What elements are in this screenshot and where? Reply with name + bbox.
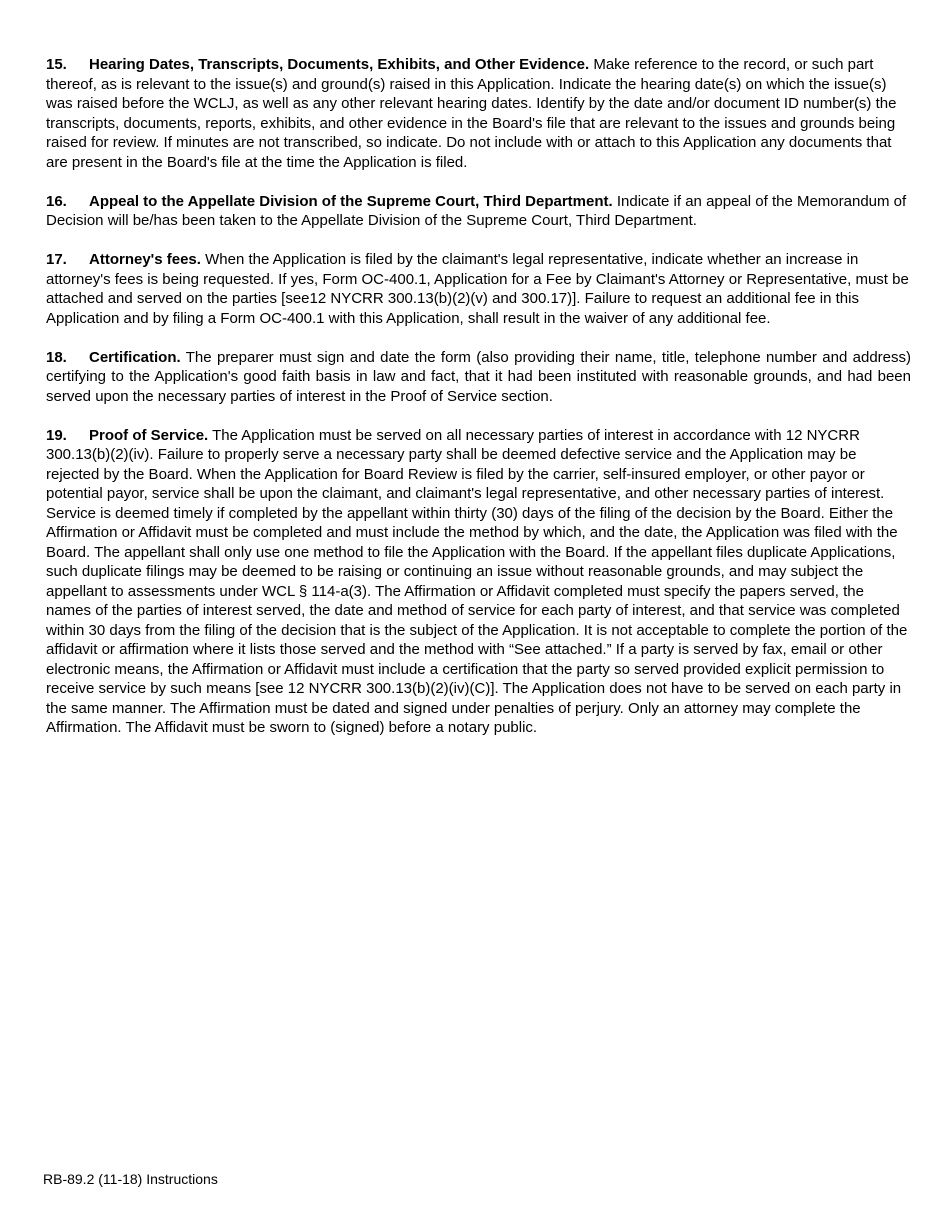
section-19 <box>46 426 911 738</box>
section-16 <box>46 192 911 231</box>
form-footer: RB-89.2 (11-18) Instructions <box>43 1171 218 1187</box>
section-18 <box>46 348 911 407</box>
section-number: 17. <box>46 251 67 268</box>
section-heading: Proof of Service. <box>89 426 209 444</box>
section-heading: Attorney's fees. <box>89 251 201 268</box>
section-body: Indicate if an appeal of the Memorandum of Decision will be/has been taken to the Appellate Division of the Supreme Court, Third Department. <box>46 192 907 229</box>
section-body: When the Application is filed by the claimant's legal representative, indicate whether an increase in attorney's fees is being requested. If yes, Form OC-400.1, Application for a Fee by Claimant's Attorney or Representative, must be attached and served on the parties [see12 NYCRR 300.13(b)(2)(v) and 300.17)]. Failure to request an additional fee in this Application and by filing a Form OC-400.1 with this Application, shall result in the waiver of any additional fee. <box>46 251 909 327</box>
section-heading: Appeal to the Appellate Division of the Supreme Court, Third Department. <box>89 192 613 210</box>
section-number: 18. <box>46 348 67 366</box>
section-heading: Certification. <box>89 348 181 366</box>
section-15 <box>46 55 911 172</box>
section-number: 16. <box>46 192 67 210</box>
section-body: The preparer must sign and date the form (also providing their name, title, telephone number and address) certifying to the Application's good faith basis in law and fact, that it had been instituted with reasonable grounds, and had been served upon the necessary parties of interest in the Proof of Service section. <box>46 348 911 405</box>
instructions-page <box>46 55 911 757</box>
section-heading: Hearing Dates, Transcripts, Documents, Exhibits, and Other Evidence. <box>89 56 590 73</box>
section-17 <box>46 250 911 328</box>
section-body: The Application must be served on all necessary parties of interest in accordance with 12 NYCRR 300.13(b)(2)(iv). Failure to properly serve a necessary party shall be deemed defective service and the Application may be rejected by the Board. When the Application for Board Review is filed by the carrier, self-insured employer, or other payor or potential payor, service shall be upon the claimant, and claimant's legal representative, and other necessary parties of interest. Service is deemed timely if completed by the appellant within thirty (30) days of the filing of the decision by the Board. Either the Affirmation or Affidavit must be completed and must include the method by which, and the date, the Application was filed with the Board. The appellant shall only use one method to file the Application with the Board. If the appellant files duplicate Applications, such duplicate filings may be deemed to be raising or continuing an issue without reasonable grounds, and may subject the appellant to assessments under WCL § 114-a(3). The Affirmation or Affidavit completed must specify the papers served, the names of the parties of interest served, the date and method of service for each party of interest, and that service was completed within 30 days from the filing of the decision that is the subject of the Application. It is not acceptable to complete the portion of the affidavit or affirmation where it lists those served and the method with “See attached.” If a party is served by fax, email or other electronic means, the Affirmation or Affidavit must include a certification that the party so served provided explicit permission to receive service by such means [see 12 NYCRR 300.13(b)(2)(iv)(C)]. The Application does not have to be served on each party in the same manner. The Affirmation must be dated and signed under penalties of perjury. Only an attorney may complete the Affirmation. The Affidavit must be sworn to (signed) before a notary public. <box>46 426 908 736</box>
section-number: 15. <box>46 56 67 73</box>
section-number: 19. <box>46 426 67 444</box>
section-body: Make reference to the record, or such part thereof, as is relevant to the issue(s) and ground(s) raised in this Application. Indicate the hearing date(s) on which the issue(s) was raised before the WCLJ, as well as any other relevant hearing dates. Identify by the date and/or document ID number(s) the transcripts, documents, reports, exhibits, and other evidence in the Board's file that are relevant to the issues and grounds being raised for review. If minutes are not transcribed, so indicate. Do not include with or attach to this Application any documents that are present in the Board's file at the time the Application is filed. <box>46 56 897 171</box>
